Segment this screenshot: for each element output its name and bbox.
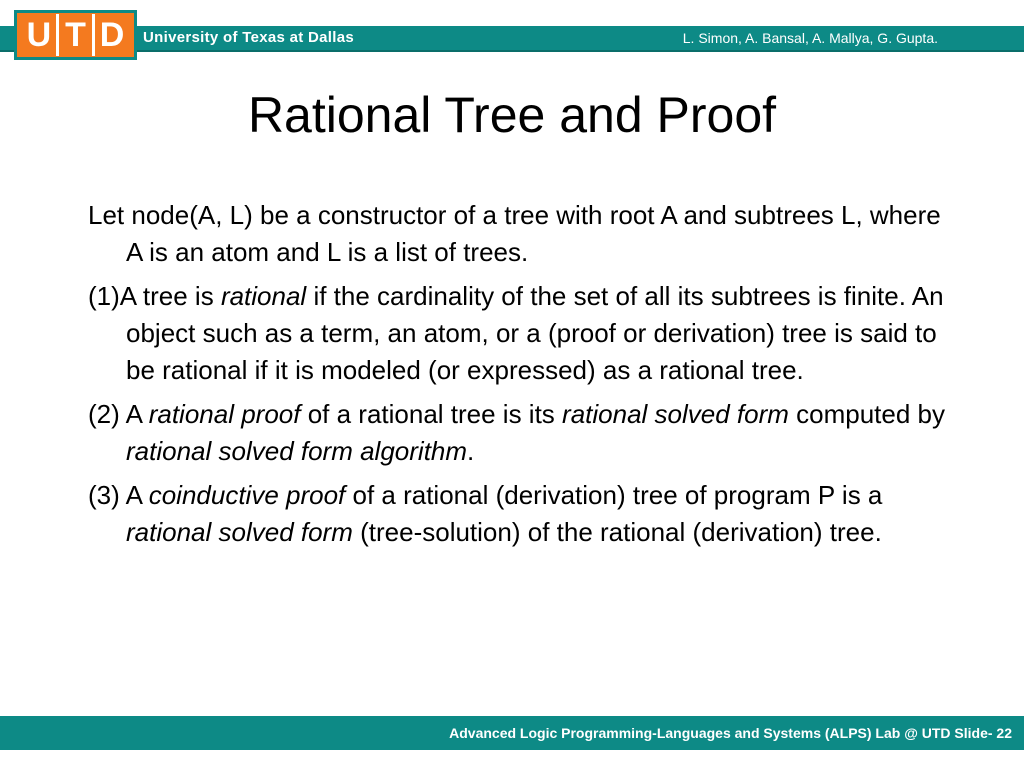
utd-logo <box>14 10 137 60</box>
logo-separator <box>92 14 95 56</box>
slide-body <box>88 197 948 558</box>
emphasis-text: rational solved form <box>562 399 789 429</box>
logo-separator <box>56 14 59 56</box>
university-name: University of Texas at Dallas <box>143 29 355 46</box>
paragraph-rational-tree <box>88 278 948 389</box>
footer-text: Advanced Logic Programming-Languages and Systems (ALPS) Lab @ UTD Slide- 22 <box>449 725 1012 741</box>
logo-letter-t: T <box>65 15 86 54</box>
authors: L. Simon, A. Bansal, A. Mallya, G. Gupta. <box>682 30 938 46</box>
paragraph-text: (3) A <box>88 480 149 510</box>
paragraph-text: Let node(A, L) be a constructor of a tree with root A and subtrees L, where A is an atom and L is a list of trees. <box>88 200 941 267</box>
paragraph-text: . <box>467 436 475 466</box>
paragraph-text: (1)A tree is <box>88 281 221 311</box>
paragraph-coinductive-proof <box>88 477 948 551</box>
emphasis-text: rational <box>220 281 307 311</box>
paragraph-text: if the cardinality of the set of all its subtrees is finite. An object such as a term, an atom, or a (proof or derivation) tree is said to be rational if it is modeled (or expressed) as a rational tree. <box>126 281 944 385</box>
emphasis-text: rational solved form <box>126 517 353 547</box>
logo-letter-u: U <box>26 15 52 54</box>
emphasis-text: coinductive proof <box>148 480 346 510</box>
paragraph-definition <box>88 197 948 271</box>
paragraph-rational-proof <box>88 396 948 470</box>
paragraph-text: (2) A <box>88 399 149 429</box>
logo-letter-d: D <box>99 15 125 54</box>
paragraph-text: computed by <box>788 399 946 429</box>
emphasis-text: rational solved form algorithm <box>126 436 468 466</box>
emphasis-text: rational proof <box>148 399 301 429</box>
paragraph-text: of a rational tree is its <box>300 399 563 429</box>
paragraph-text: (tree-solution) of the rational (derivation) tree. <box>352 517 882 547</box>
paragraph-text: of a rational (derivation) tree of program P is a <box>345 480 883 510</box>
footer-bar <box>0 716 1024 750</box>
slide-title: Rational Tree and Proof <box>247 87 777 143</box>
